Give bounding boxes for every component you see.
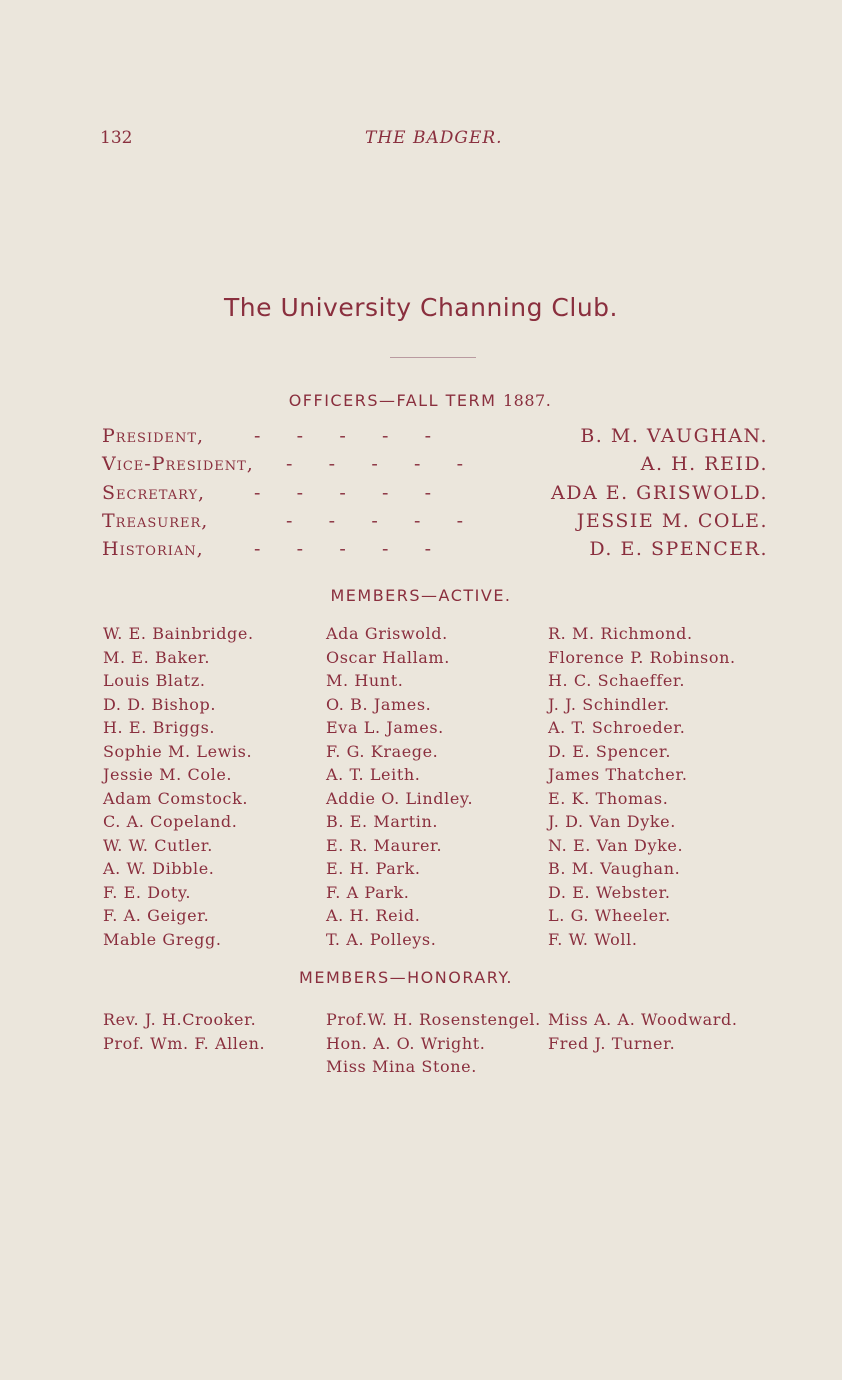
member-name: D. E. Webster. — [548, 882, 671, 902]
leader-dashes: - - - - - — [286, 453, 464, 475]
member-name: Louis Blatz. — [103, 671, 206, 690]
leader-dashes: - - - - - — [254, 425, 432, 447]
member-name: Miss Mina Stone. — [326, 1057, 477, 1076]
officer-role: President, — [102, 425, 205, 447]
member-name: F. E. Doty. — [103, 882, 192, 902]
member-name: M. E. Baker. — [103, 647, 211, 667]
officers-heading-year: 1887. — [502, 391, 552, 410]
honorary-members-column-3 — [548, 1008, 738, 1055]
officer-row-vice-president — [102, 453, 768, 483]
officer-name: A. H. REID. — [640, 453, 768, 475]
member-name: Miss A. A. Woodward. — [548, 1010, 738, 1029]
honorary-members-column-1 — [103, 1008, 265, 1055]
member-name: C. A. Copeland. — [103, 812, 238, 831]
officer-row-president — [102, 425, 768, 455]
officer-role: Vice-President, — [102, 453, 254, 475]
page-number: 132 — [100, 128, 133, 148]
member-name: A. T. Leith. — [326, 765, 421, 784]
officer-name: JESSIE M. COLE. — [576, 510, 768, 532]
member-name: T. A. Polleys. — [326, 929, 437, 949]
running-title: THE BADGER. — [365, 128, 503, 148]
officers-heading — [0, 391, 841, 410]
member-name: Oscar Hallam. — [326, 647, 450, 667]
member-name: Jessie M. Cole. — [103, 765, 233, 784]
member-name: M. Hunt. — [326, 671, 404, 690]
member-name: Hon. A. O. Wright. — [326, 1033, 486, 1053]
honorary-members-column-2 — [326, 1008, 541, 1079]
member-name: Mable Gregg. — [103, 929, 222, 949]
officer-name: ADA E. GRISWOLD. — [551, 482, 768, 504]
member-name: N. E. Van Dyke. — [548, 835, 684, 855]
club-title: The University Channing Club. — [224, 293, 618, 322]
officer-role: Historian, — [102, 538, 204, 560]
member-name: J. D. Van Dyke. — [548, 812, 676, 831]
member-name: James Thatcher. — [548, 765, 688, 784]
member-name: E. K. Thomas. — [548, 788, 669, 808]
officer-name: D. E. SPENCER. — [589, 538, 768, 560]
member-name: B. E. Martin. — [326, 812, 439, 831]
member-name: Prof. Wm. F. Allen. — [103, 1033, 266, 1053]
member-name: W. W. Cutler. — [103, 835, 213, 855]
member-name: Ada Griswold. — [326, 624, 448, 643]
member-name: F. G. Kraege. — [326, 741, 439, 761]
member-name: Addie O. Lindley. — [326, 788, 474, 808]
officers-heading-label: OFFICERS—FALL TERM — [288, 391, 497, 410]
member-name: Sophie M. Lewis. — [103, 741, 253, 761]
member-name: A. H. Reid. — [326, 906, 421, 925]
member-name: W. E. Bainbridge. — [103, 624, 254, 643]
officer-role: Secretary, — [102, 482, 206, 504]
officer-name: B. M. VAUGHAN. — [580, 425, 768, 447]
member-name: Prof.W. H. Rosenstengel. — [326, 1010, 541, 1029]
member-name: J. J. Schindler. — [548, 694, 670, 714]
honorary-members-heading: MEMBERS—HONORARY. — [299, 968, 513, 987]
member-name: Eva L. James. — [326, 718, 444, 737]
leader-dashes: - - - - - — [286, 510, 464, 532]
member-name: H. C. Schaeffer. — [548, 671, 686, 690]
active-members-column-3 — [548, 622, 736, 951]
member-name: R. M. Richmond. — [548, 624, 693, 643]
member-name: D. E. Spencer. — [548, 741, 672, 761]
officer-row-treasurer — [102, 510, 768, 540]
member-name: Adam Comstock. — [103, 788, 249, 808]
member-name: Rev. J. H.Crooker. — [103, 1010, 257, 1029]
member-name: F. W. Woll. — [548, 929, 638, 949]
member-name: H. E. Briggs. — [103, 718, 216, 737]
member-name: A. T. Schroeder. — [548, 718, 686, 737]
active-members-heading: MEMBERS—ACTIVE. — [330, 586, 512, 605]
member-name: F. A. Geiger. — [103, 906, 210, 925]
member-name: A. W. Dibble. — [103, 859, 215, 878]
member-name: B. M. Vaughan. — [548, 859, 681, 878]
leader-dashes: - - - - - — [254, 538, 432, 560]
member-name: L. G. Wheeler. — [548, 906, 671, 925]
member-name: Fred J. Turner. — [548, 1033, 676, 1053]
officer-role: Treasurer, — [102, 510, 209, 532]
member-name: E. R. Maurer. — [326, 835, 443, 855]
member-name: O. B. James. — [326, 694, 432, 714]
officer-row-secretary — [102, 482, 768, 512]
active-members-column-1 — [103, 622, 254, 951]
member-name: F. A Park. — [326, 882, 410, 902]
officer-row-historian — [102, 538, 768, 568]
member-name: D. D. Bishop. — [103, 694, 217, 714]
title-divider — [390, 357, 476, 358]
active-members-column-2 — [326, 622, 473, 951]
member-name: E. H. Park. — [326, 859, 421, 878]
member-name: Florence P. Robinson. — [548, 647, 736, 667]
leader-dashes: - - - - - — [254, 482, 432, 504]
